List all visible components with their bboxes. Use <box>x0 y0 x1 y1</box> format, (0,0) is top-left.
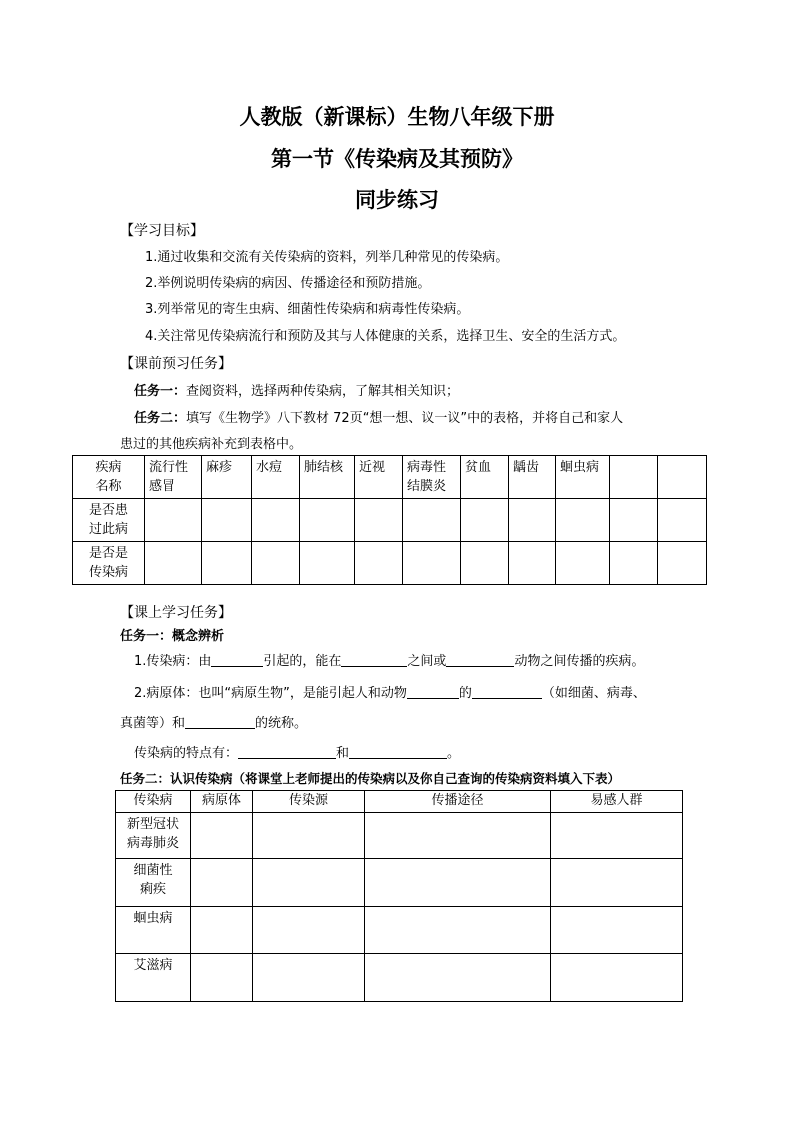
table-header-cell: 疾病 名称 <box>73 456 145 499</box>
table-header-cell <box>658 456 707 499</box>
table-cell[interactable] <box>403 499 461 542</box>
objective-item: 2.举例说明传染病的病因、传播途径和预防措施。 <box>145 276 431 291</box>
table-cell[interactable] <box>610 542 658 585</box>
table-row <box>116 813 683 859</box>
row-label: 艾滋病 <box>116 954 191 1002</box>
row-label: 是否患 过此病 <box>73 499 145 542</box>
table-cell[interactable] <box>202 542 252 585</box>
table-row <box>116 907 683 954</box>
row-label: 新型冠状 病毒肺炎 <box>116 813 191 859</box>
table-cell[interactable] <box>253 907 365 954</box>
objective-item: 4.关注常见传染病流行和预防及其与人体健康的关系，选择卫生、安全的生活方式。 <box>145 329 626 344</box>
table-header-cell: 水痘 <box>252 456 300 499</box>
preview-task-2 <box>134 410 623 428</box>
table-header-cell: 病原体 <box>191 791 253 813</box>
row-label: 蛔虫病 <box>116 907 191 954</box>
task-label: 任务一： <box>134 384 187 399</box>
table-cell[interactable] <box>145 499 202 542</box>
table-cell[interactable] <box>253 954 365 1002</box>
table-cell[interactable] <box>145 542 202 585</box>
table-header-cell: 传染病 <box>116 791 191 813</box>
answer-blank[interactable] <box>185 715 255 729</box>
table-header-cell: 传染源 <box>253 791 365 813</box>
table-cell[interactable] <box>610 499 658 542</box>
table-header-cell: 麻疹 <box>202 456 252 499</box>
task-text: 查阅资料，选择两种传染病，了解其相关知识； <box>186 384 460 399</box>
table-header-cell: 传播途径 <box>365 791 551 813</box>
table-header-row <box>116 791 683 813</box>
table-cell[interactable] <box>365 859 551 907</box>
answer-blank[interactable] <box>341 653 407 667</box>
preview-heading: 【课前预习任务】 <box>120 356 232 372</box>
classwork-heading: 【课上学习任务】 <box>120 605 232 621</box>
table-cell[interactable] <box>191 813 253 859</box>
table-header-cell: 肺结核 <box>300 456 355 499</box>
objectives-heading: 【学习目标】 <box>120 223 204 239</box>
table-header-cell: 贫血 <box>461 456 509 499</box>
table-cell[interactable] <box>509 499 556 542</box>
table-header-row <box>73 456 707 499</box>
answer-blank[interactable] <box>407 685 459 699</box>
table-cell[interactable] <box>551 954 683 1002</box>
table-header-cell: 病毒性 结膜炎 <box>403 456 461 499</box>
table-header-cell <box>610 456 658 499</box>
objective-item: 3.列举常见的寄生虫病、细菌性传染病和病毒性传染病。 <box>145 302 470 317</box>
table-cell[interactable] <box>461 542 509 585</box>
question-2-continued: 真菌等）和 的统称。 <box>120 716 308 731</box>
table-header-cell: 近视 <box>355 456 403 499</box>
table-cell[interactable] <box>556 542 610 585</box>
table-cell[interactable] <box>551 907 683 954</box>
table-row <box>73 499 707 542</box>
table-cell[interactable] <box>202 499 252 542</box>
preview-task-2-continued: 患过的其他疾病补充到表格中。 <box>120 437 303 452</box>
exercise-title: 同步练习 <box>355 187 439 212</box>
question-1: 1.传染病：由 引起的，能在 之间或 动物之间传播的疾病。 <box>134 654 645 669</box>
task1-heading: 任务一：概念辨析 <box>120 629 225 644</box>
table-header-cell: 流行性 感冒 <box>145 456 202 499</box>
answer-blank[interactable] <box>211 653 263 667</box>
table-cell[interactable] <box>253 813 365 859</box>
table-header-cell: 易感人群 <box>551 791 683 813</box>
table-cell[interactable] <box>355 499 403 542</box>
table-cell[interactable] <box>658 499 707 542</box>
table-cell[interactable] <box>300 499 355 542</box>
objective-item: 1.通过收集和交流有关传染病的资料，列举几种常见的传染病。 <box>145 250 509 265</box>
row-label: 是否是 传染病 <box>73 542 145 585</box>
question-2: 2.病原体：也叫“病原生物”，是能引起人和动物 的 （如细菌、病毒、 <box>134 686 646 701</box>
table-cell[interactable] <box>551 813 683 859</box>
table-header-cell: 龋齿 <box>509 456 556 499</box>
table-cell[interactable] <box>300 542 355 585</box>
table-cell[interactable] <box>461 499 509 542</box>
question-3: 传染病的特点有： 和 。 <box>134 746 461 761</box>
table-cell[interactable] <box>365 954 551 1002</box>
table-cell[interactable] <box>551 859 683 907</box>
table-cell[interactable] <box>365 813 551 859</box>
table-cell[interactable] <box>658 542 707 585</box>
table-cell[interactable] <box>191 907 253 954</box>
preview-task-1 <box>134 383 459 401</box>
answer-blank[interactable] <box>349 745 447 759</box>
section-title: 第一节《传染病及其预防》 <box>271 146 523 171</box>
answer-blank[interactable] <box>238 745 336 759</box>
task-label: 任务二： <box>134 411 187 426</box>
answer-blank[interactable] <box>472 685 542 699</box>
disease-survey-table <box>72 455 707 585</box>
table-cell[interactable] <box>403 542 461 585</box>
table-cell[interactable] <box>509 542 556 585</box>
table-cell[interactable] <box>365 907 551 954</box>
task-text: 填写《生物学》八下教材 72页“想一想、议一议”中的表格，并将自己和家人 <box>186 411 624 426</box>
table-row <box>73 542 707 585</box>
infectious-disease-table <box>115 790 683 1002</box>
table-cell[interactable] <box>252 542 300 585</box>
task2-heading: 任务二：认识传染病（将课堂上老师提出的传染病以及你自己查询的传染病资料填入下表） <box>120 771 621 786</box>
table-cell[interactable] <box>556 499 610 542</box>
table-cell[interactable] <box>253 859 365 907</box>
document-title: 人教版（新课标）生物八年级下册 <box>239 104 555 129</box>
table-row <box>116 859 683 907</box>
table-header-cell: 蛔虫病 <box>556 456 610 499</box>
row-label: 细菌性 痢疾 <box>116 859 191 907</box>
answer-blank[interactable] <box>446 653 514 667</box>
table-cell[interactable] <box>191 859 253 907</box>
table-cell[interactable] <box>191 954 253 1002</box>
table-cell[interactable] <box>355 542 403 585</box>
table-row <box>116 954 683 1002</box>
table-cell[interactable] <box>252 499 300 542</box>
